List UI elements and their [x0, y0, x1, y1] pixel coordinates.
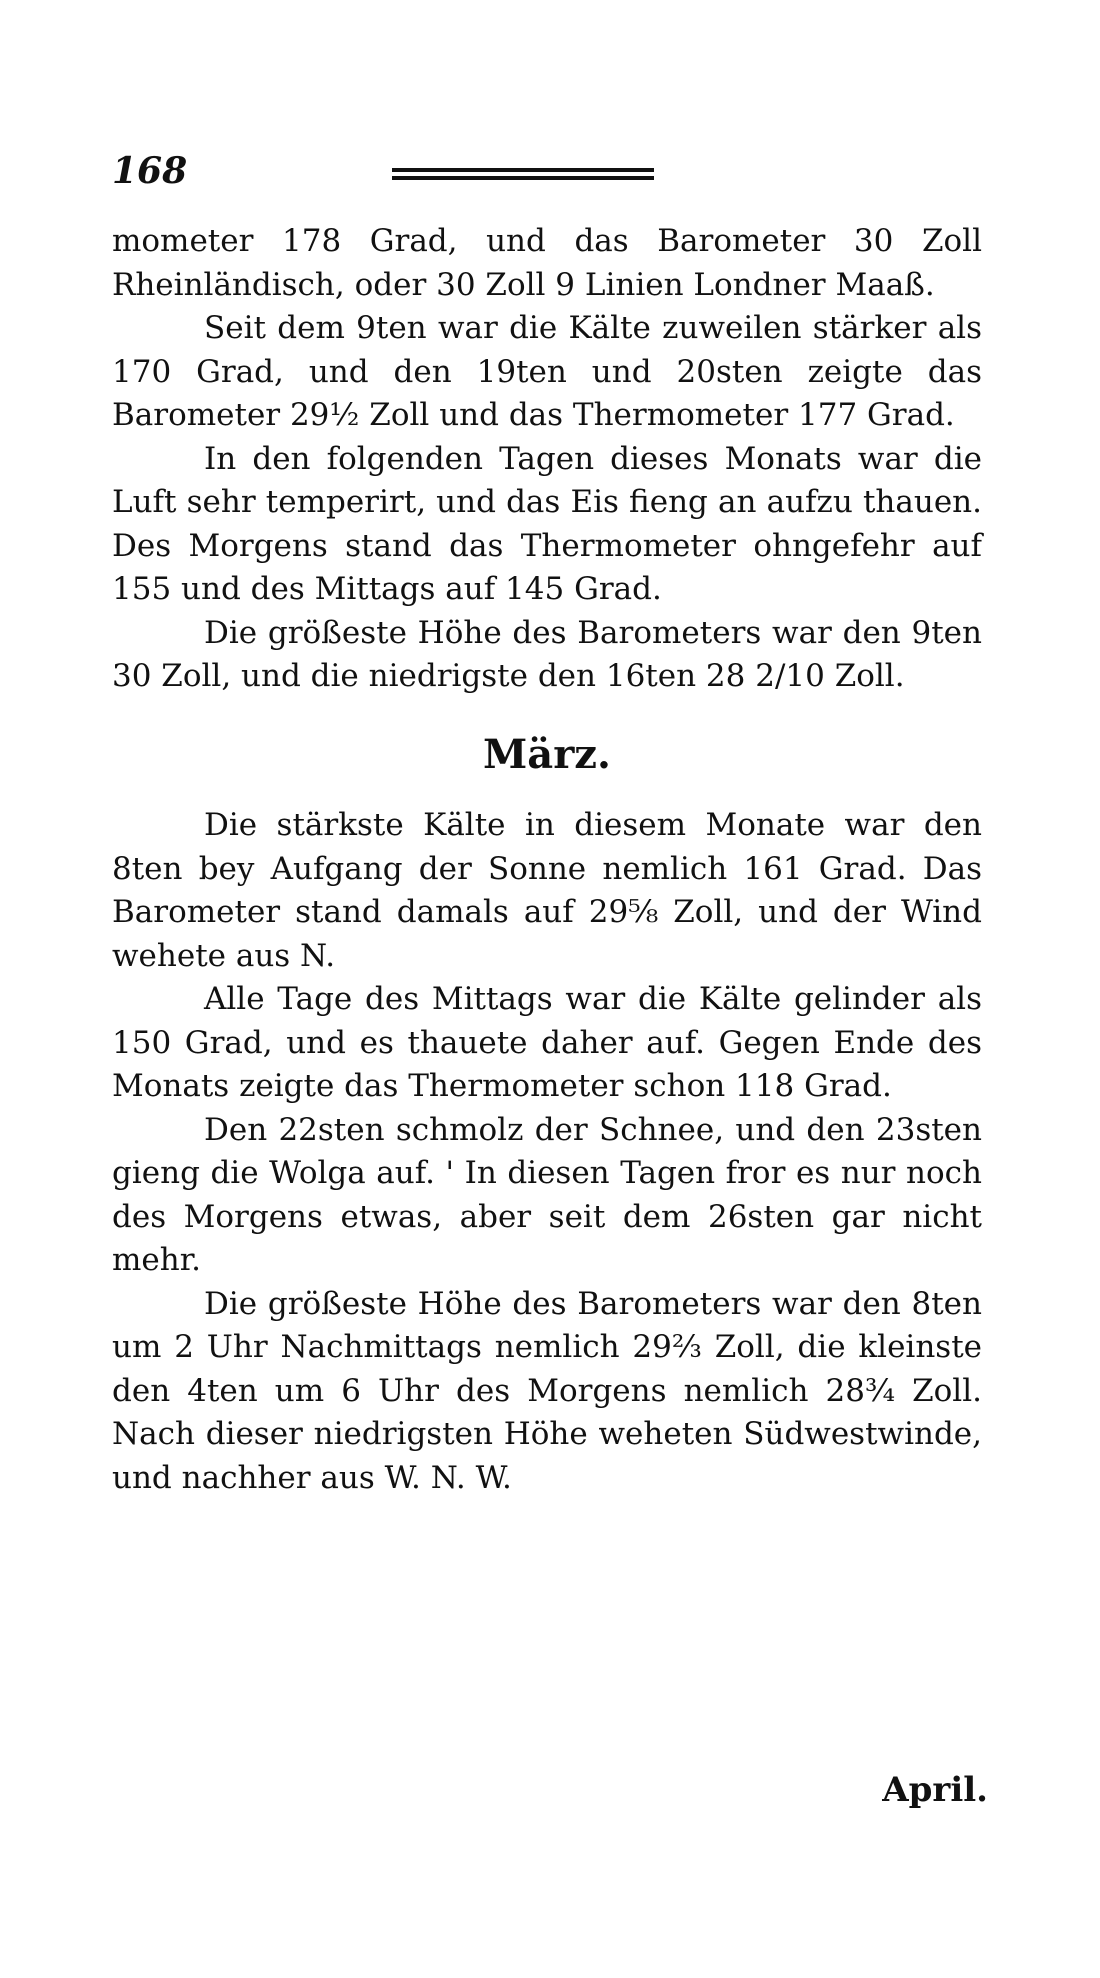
- paragraph-cold-since-9th: Seit dem 9ten war die Kälte zuweilen stärker als 170 Grad, und den 19ten und 20sten zeigte das Barometer 29½ Zoll und das Thermometer 177 Grad.: [112, 310, 982, 433]
- header-double-rule: [392, 168, 654, 186]
- paragraph-march-snow-melt: Den 22sten schmolz der Schnee, und den 23sten gieng die Wolga auf. ' In diesen Tagen fror es nur noch des Morgens etwas, aber seit dem 26sten gar nicht mehr.: [112, 1111, 982, 1278]
- page-number: 168: [112, 150, 188, 192]
- paragraph-barometer-extremes: Die größeste Höhe des Barometers war den 9ten 30 Zoll, und die niedrigste den 16ten 28 2/10 Zoll.: [112, 614, 982, 694]
- header-rule-line-top: [392, 168, 654, 172]
- paragraph-march-strongest-cold: Die stärkste Kälte in diesem Monate war den 8ten bey Aufgang der Sonne nemlich 161 Grad. Das Barometer stand damals auf 29⅝ Zoll, und der Wind wehete aus N.: [112, 807, 982, 974]
- page-header: [112, 150, 972, 200]
- catchword: April.: [882, 1770, 988, 1810]
- continued-paragraph: mometer 178 Grad, und das Barometer 30 Zoll Rheinländisch, oder 30 Zoll 9 Linien Londner Maaß.: [112, 223, 982, 303]
- paragraph-march-barometer: Die größeste Höhe des Barometers war den 8ten um 2 Uhr Nachmittags nemlich 29⅔ Zoll, die kleinste den 4ten um 6 Uhr des Morgens nemlich 28¾ Zoll. Nach dieser niedrigsten Höhe weheten Südwestwinde, und nachher aus W. N. W.: [112, 1285, 982, 1496]
- paragraph-following-days: In den folgenden Tagen dieses Monats war die Luft sehr temperirt, und das Eis fieng an aufzu thauen. Des Morgens stand das Thermometer ohngefehr auf 155 und des Mittags auf 145 Grad.: [112, 440, 982, 607]
- header-rule-line-bottom: [392, 176, 654, 180]
- main-text-block: [112, 220, 982, 1500]
- paragraph-march-midday-thaw: Alle Tage des Mittags war die Kälte gelinder als 150 Grad, und es thauete daher auf. Gegen Ende des Monats zeigte das Thermometer schon 118 Grad.: [112, 981, 982, 1104]
- section-heading-march: März.: [483, 730, 611, 778]
